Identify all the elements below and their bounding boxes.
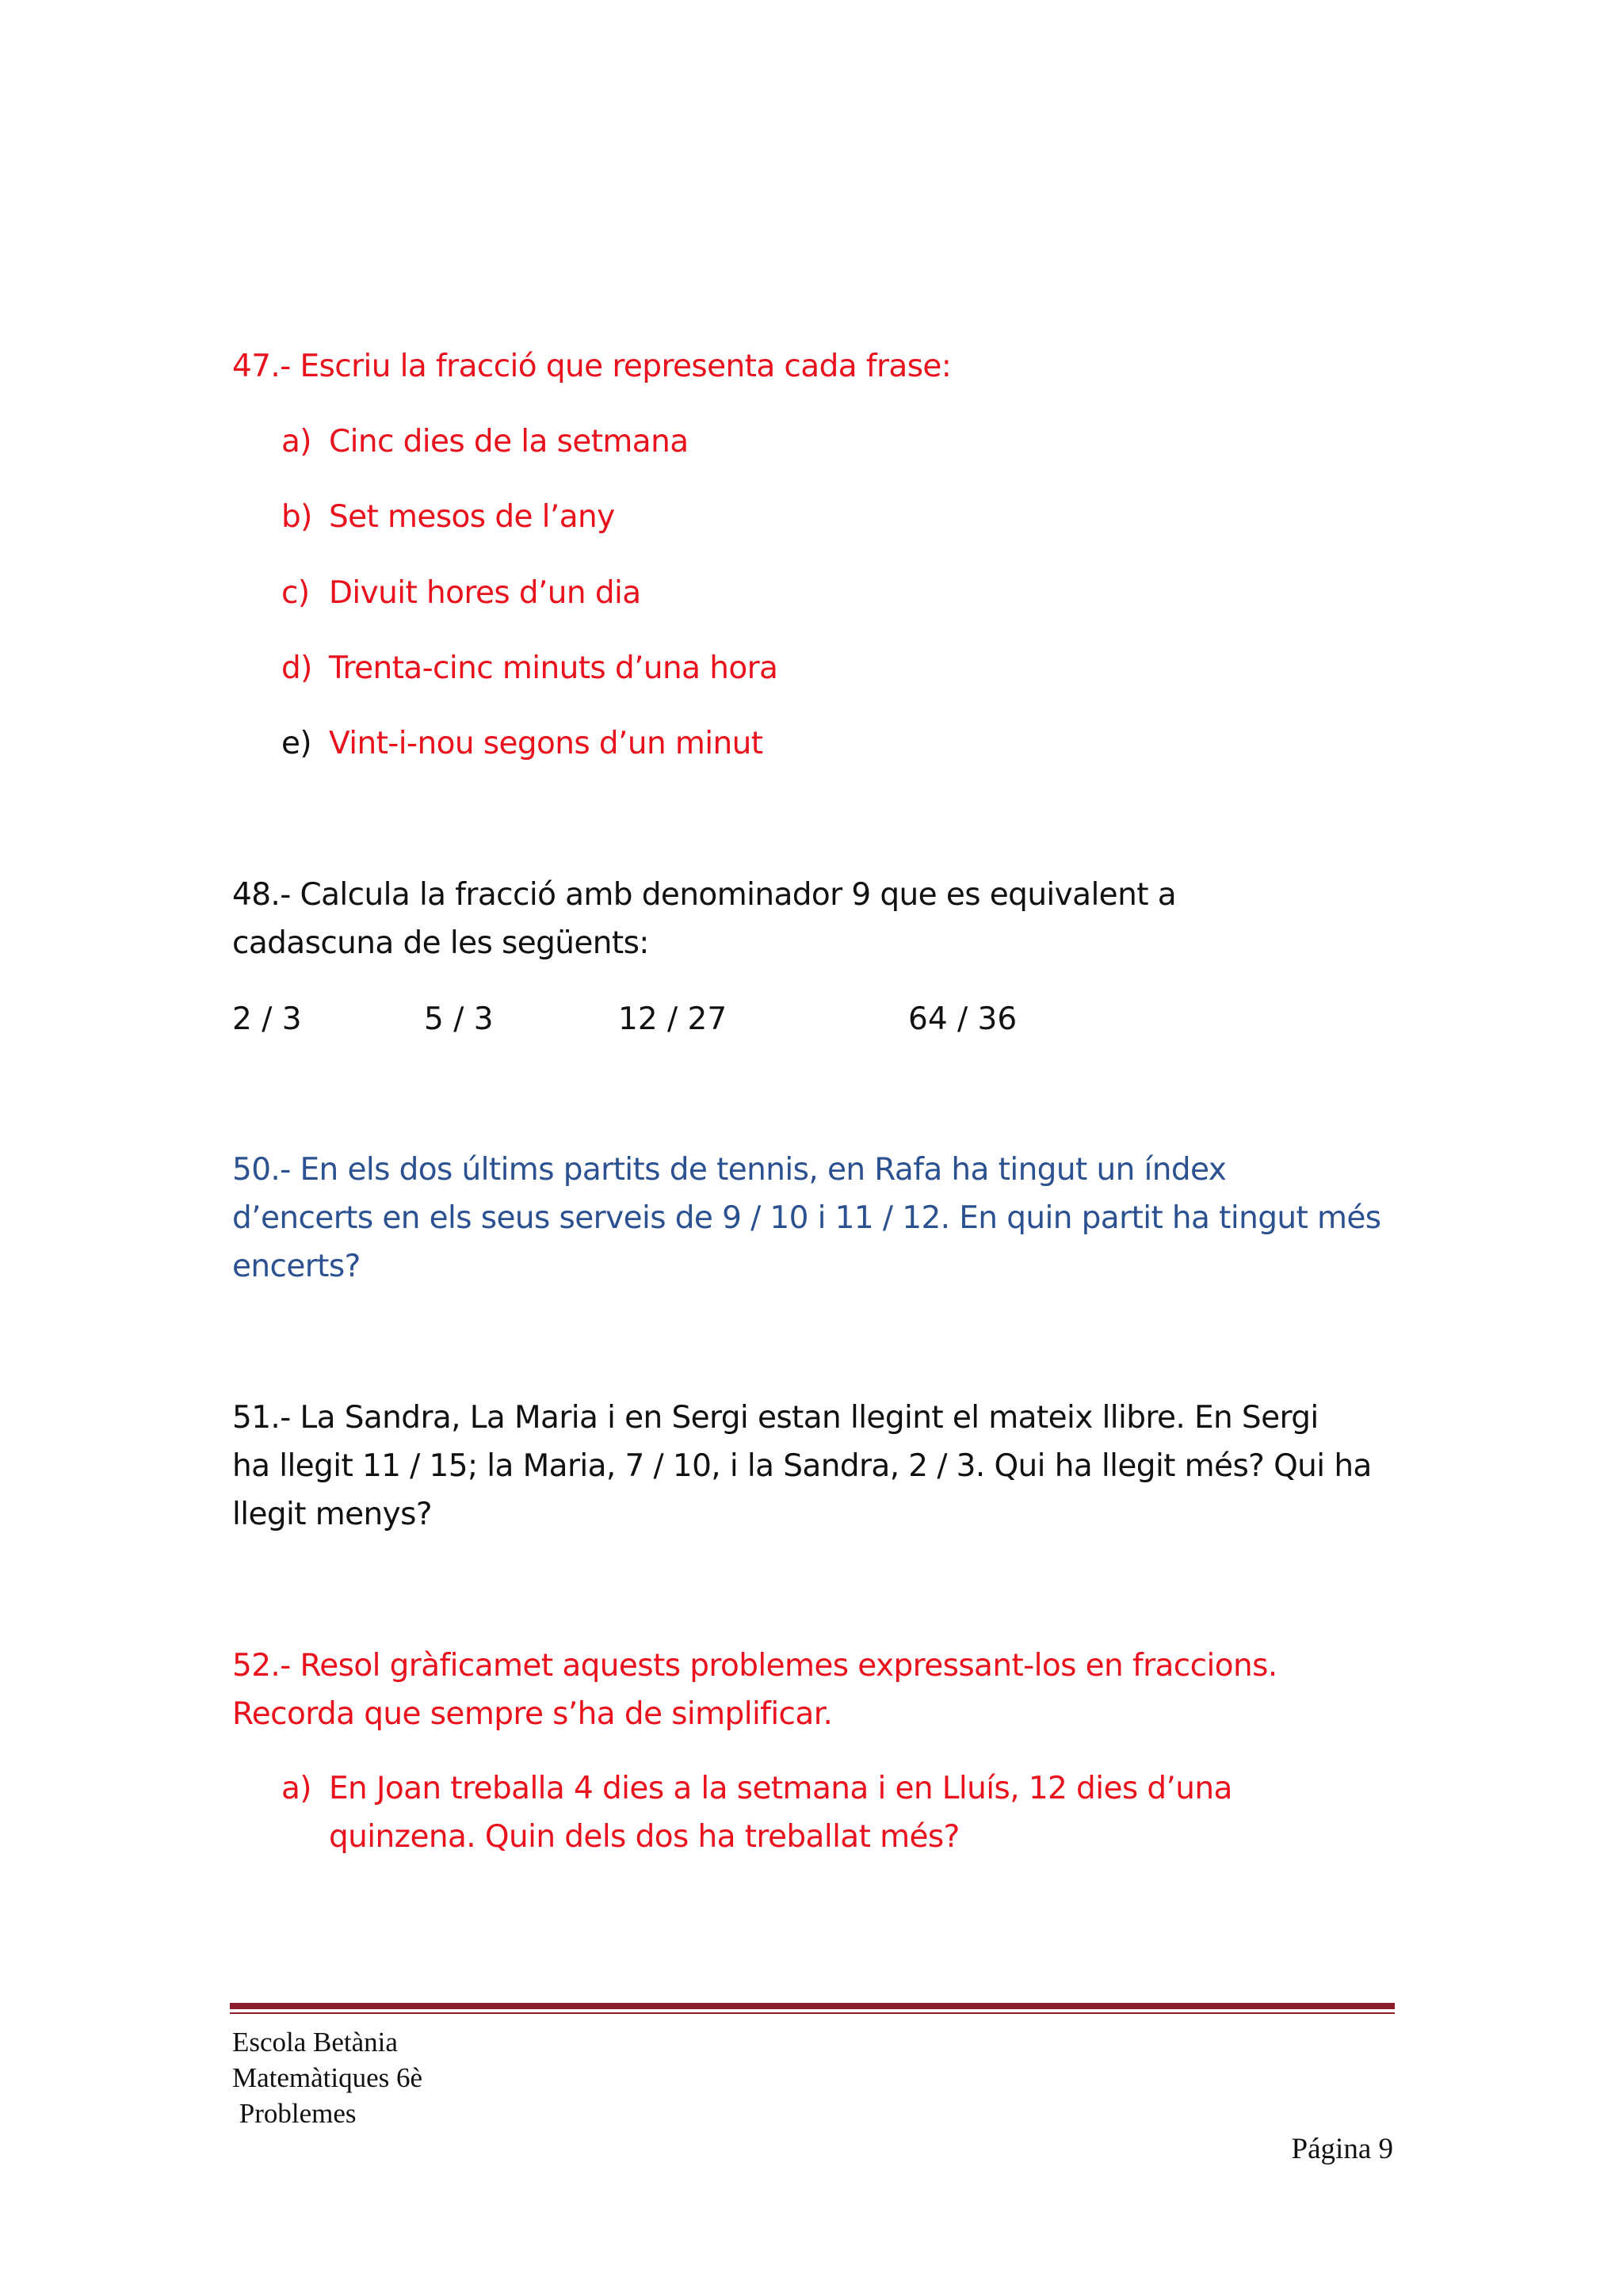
q47-item-c-text: Divuit hores d’un dia	[329, 575, 641, 611]
q50-line-1: 50.- En els dos últims partits de tennis, en Rafa ha tingut un índex	[232, 1152, 1227, 1188]
q47-item-e	[281, 724, 762, 764]
q47-item-b-text: Set mesos de l’any	[329, 499, 615, 535]
q47-item-a-label: a)	[281, 424, 311, 460]
q50-line-3: encerts?	[232, 1249, 361, 1284]
q47-item-c-label: c)	[281, 575, 310, 611]
q48-fraction-2: 5 / 3	[424, 1001, 494, 1037]
q47-item-a	[281, 422, 689, 462]
q47-item-d	[281, 649, 777, 688]
q52-item-a-text-1: En Joan treballa 4 dies a la setmana i en Lluís, 12 dies d’una	[329, 1771, 1232, 1806]
q52-item-a	[281, 1769, 1232, 1809]
q47-item-a-text: Cinc dies de la setmana	[329, 424, 689, 460]
q47-item-d-label: d)	[281, 650, 312, 686]
q51-line-1: 51.- La Sandra, La Maria i en Sergi estan llegint el mateix llibre. En Sergi	[232, 1400, 1319, 1436]
q47-item-b	[281, 498, 615, 537]
footer-rule-thin	[230, 2012, 1395, 2014]
q50-line-2: d’encerts en els seus serveis de 9 / 10 i 11 / 12. En quin partit ha tingut més	[232, 1200, 1381, 1236]
q52-line-2: Recorda que sempre s’ha de simplificar.	[232, 1696, 833, 1732]
q52-item-a-label: a)	[281, 1771, 311, 1806]
q52-item-a-text-2: quinzena. Quin dels dos ha treballat més?	[329, 1819, 960, 1855]
page-number: Página 9	[1291, 2133, 1393, 2165]
q52-line-1: 52.- Resol gràficamet aquests problemes expressant-los en fraccions.	[232, 1648, 1277, 1684]
footer-rule-thick	[230, 2003, 1395, 2009]
q47-item-e-label: e)	[281, 726, 312, 761]
q47-item-d-text: Trenta-cinc minuts d’una hora	[329, 650, 778, 686]
q48-line-1: 48.- Calcula la fracció amb denominador 9 que es equivalent a	[232, 877, 1176, 913]
q47-item-c	[281, 574, 641, 613]
q48-line-2: cadascuna de les següents:	[232, 925, 649, 961]
q48-fraction-3: 12 / 27	[618, 1001, 727, 1037]
q47-item-b-label: b)	[281, 499, 312, 535]
q47-item-e-text: Vint-i-nou segons d’un minut	[329, 726, 763, 761]
footer-section: Problemes	[232, 2098, 357, 2129]
q48-fraction-1: 2 / 3	[232, 1001, 302, 1037]
footer-subject: Matemàtiques 6è	[232, 2062, 423, 2093]
q48-fraction-4: 64 / 36	[908, 1001, 1018, 1037]
q51-line-3: llegit menys?	[232, 1497, 432, 1532]
footer-school: Escola Betània	[232, 2027, 398, 2058]
q51-line-2: ha llegit 11 / 15; la Maria, 7 / 10, i la Sandra, 2 / 3. Qui ha llegit més? Qui ha	[232, 1448, 1372, 1484]
q47-title: 47.- Escriu la fracció que representa cada frase:	[232, 349, 952, 384]
